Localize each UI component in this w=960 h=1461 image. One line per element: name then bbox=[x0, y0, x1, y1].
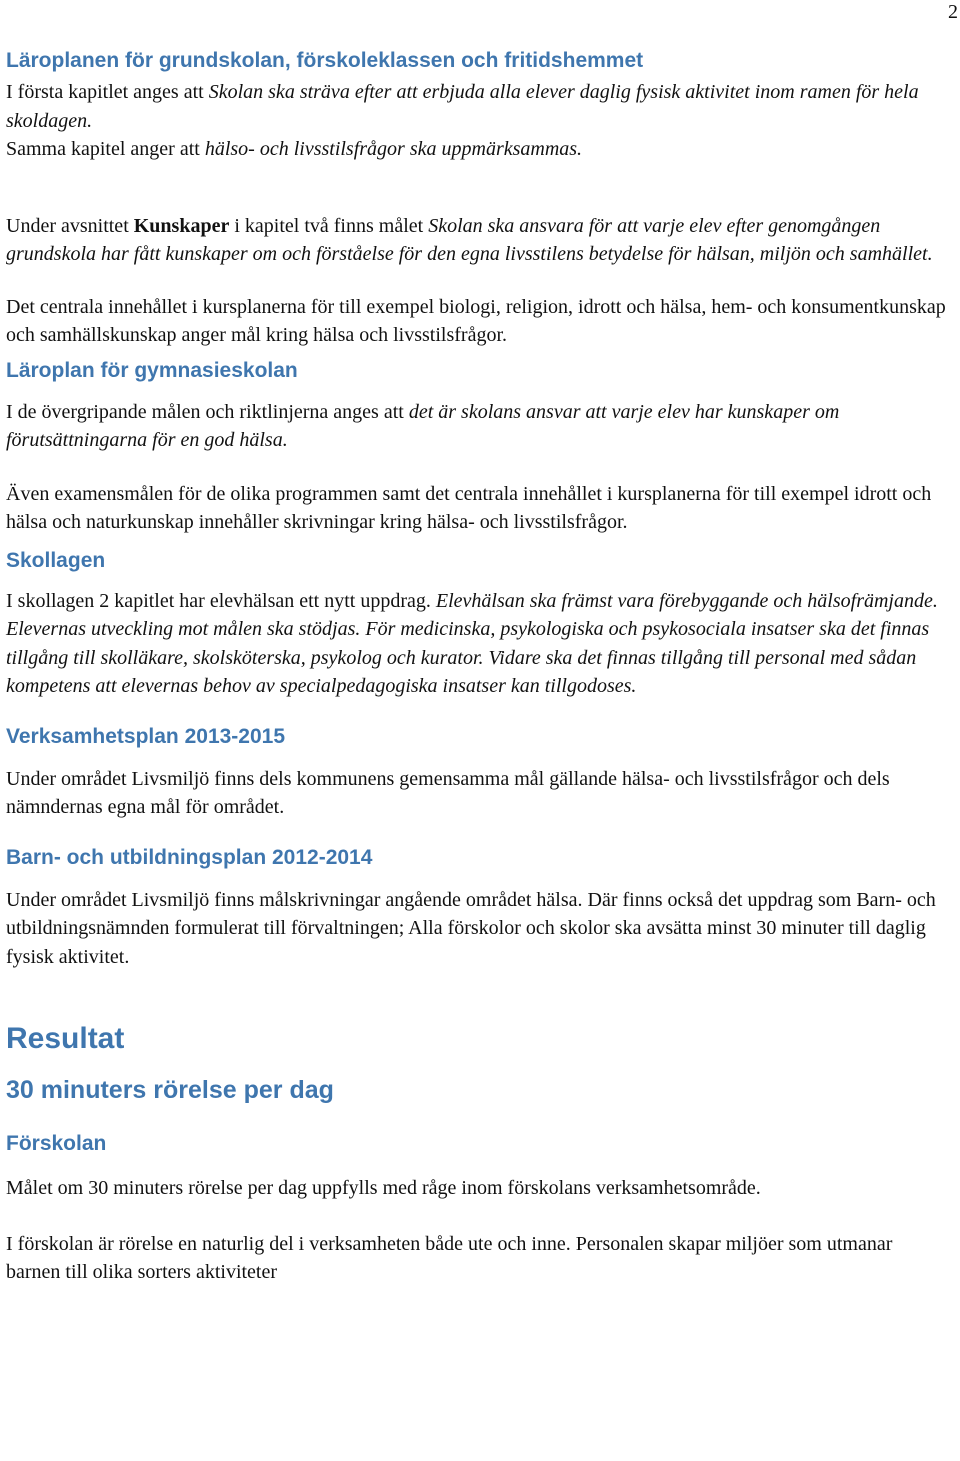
paragraph-examensmalen: Även examensmålen för de olika programmen samt det centrala innehållet i kursplanerna för till exempel idrott och hälsa och naturkunskap innehåller skrivningar kring hälsa- och livsstilsfrågor. bbox=[6, 482, 932, 533]
heading-laroplan-gymnasieskolan: Läroplan för gymnasieskolan bbox=[6, 358, 298, 382]
heading-skollagen: Skollagen bbox=[6, 548, 106, 572]
heading-resultat: Resultat bbox=[6, 1022, 125, 1055]
page-number: 2 bbox=[948, 1, 958, 23]
paragraph-barn-utbildningsplan: Under området Livsmiljö finns målskrivningar angående området hälsa. Där finns också det uppdrag som Barn- och utbildningsnämnden formulerat till förvaltningen; Alla förskolor och skolor ska avsätta minst 30 minuter till daglig fysisk aktivitet. bbox=[6, 888, 936, 968]
paragraph-centrala-innehallet: Det centrala innehållet i kursplanerna för till exempel biologi, religion, idrott och hälsa, hem- och konsumentkunskap och samhällskunskap anger mål kring hälsa och livsstilsfrågor. bbox=[6, 295, 946, 346]
paragraph-forskolan-rorelse: I förskolan är rörelse en naturlig del i verksamheten både ute och inne. Personalen skapar miljöer som utmanar barnen till olika sorters aktiviteter bbox=[6, 1232, 893, 1283]
paragraph-malet-30-minuter: Målet om 30 minuters rörelse per dag uppfylls med råge inom förskolans verksamhetsområde. bbox=[6, 1177, 761, 1199]
heading-laroplan-grundskolan: Läroplanen för grundskolan, förskoleklassen och fritidshemmet bbox=[6, 49, 644, 72]
paragraph-verksamhetsplan: Under området Livsmiljö finns dels kommunens gemensamma mål gällande hälsa- och livsstilsfrågor och dels nämndernas egna mål för området. bbox=[6, 767, 890, 818]
heading-forskolan: Förskolan bbox=[6, 1132, 107, 1155]
paragraph-forsta-kapitlet: I första kapitlet anges att Skolan ska sträva efter att erbjuda alla elever daglig fysisk aktivitet inom ramen för hela skoldagen. Samma kapitel anger att hälso- och livsstilsfrågor ska uppmärksammas. bbox=[6, 81, 919, 160]
paragraph-kunskaper: Under avsnittet Kunskaper i kapitel två finns målet Skolan ska ansvara för att varje elev efter genomgången grundskola har fått kunskaper om och förståelse för den egna livsstilens betydelse för hälsan, miljön och samhället. bbox=[6, 214, 933, 265]
heading-30-minuter: 30 minuters rörelse per dag bbox=[6, 1076, 334, 1104]
paragraph-skollagen: I skollagen 2 kapitlet har elevhälsan ett nytt uppdrag. Elevhälsan ska främst vara förebyggande och hälsofrämjande. Elevernas utveckling mot målen ska stödjas. För medicinska, psykologiska och psykosociala insatser ska det finnas tillgång till skolläkare, skolsköterska, psykolog och kurator. Vidare ska det finnas tillgång till personal med sådan kompetens att elevernas behov av specialpedagogiska insatser kan tillgodoses. bbox=[6, 589, 938, 697]
paragraph-overgripande-malen: I de övergripande målen och riktlinjerna anges att det är skolans ansvar att varje elev har kunskaper om förutsättningarna för en god hälsa. bbox=[6, 400, 840, 451]
heading-verksamhetsplan: Verksamhetsplan 2013-2015 bbox=[6, 724, 286, 748]
heading-barn-utbildningsplan: Barn- och utbildningsplan 2012-2014 bbox=[6, 845, 373, 869]
